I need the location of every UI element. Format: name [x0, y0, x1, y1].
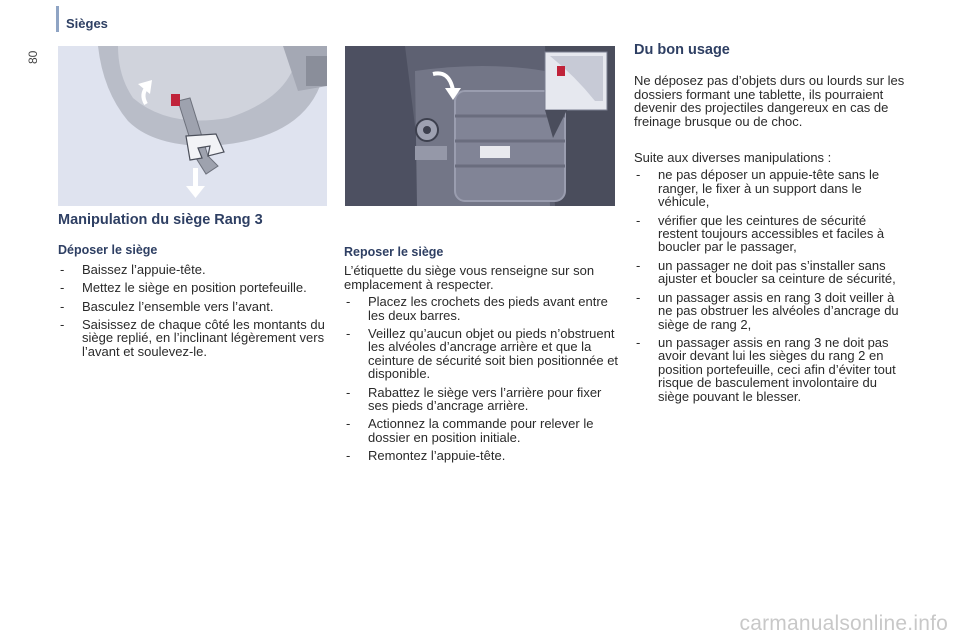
right-column [634, 44, 906, 408]
list-item: - ne pas déposer un appuie-tête sans le ranger, le fixer à un support dans le véhicule, [634, 168, 906, 208]
list-item: - vérifier que les ceintures de sécurité restent toujours accessibles et faciles à boucler par le passager, [634, 214, 906, 254]
list-item: - Mettez le siège en position portefeuille. [58, 281, 333, 294]
remove-seat-subheading: Déposer le siège [58, 243, 158, 258]
list-item: - Baissez l’appuie-tête. [58, 263, 333, 276]
header-accent-bar [56, 6, 59, 32]
good-usage-list [634, 168, 906, 403]
list-item: - Placez les crochets des pieds avant entre les deux barres. [344, 295, 620, 322]
seat-removal-drawing [58, 46, 327, 206]
page-number: 80 [26, 50, 40, 64]
seat-installation-illustration [345, 46, 615, 206]
list-item: - un passager assis en rang 3 ne doit pas avoir devant lui les sièges du rang 2 en position portefeuille, ceci afin d’éviter tout risque de basculement involontaire du siège pouvant le blesser. [634, 336, 906, 403]
refit-seat-subheading: Reposer le siège [344, 245, 444, 259]
list-item: - un passager ne doit pas s’installer sans ajuster et boucler sa ceinture de sécurité, [634, 259, 906, 286]
good-usage-intro: Ne déposez pas d’objets durs ou lourds sur les dossiers formant une tablette, ils pourraient devenir des projectiles dangereux en cas de freinage brusque ou de choc. [634, 73, 905, 129]
good-usage-lead: Suite aux diverses manipulations : [634, 150, 832, 166]
seat-installation-drawing [345, 46, 615, 206]
middle-column [344, 246, 620, 468]
list-item: - Rabattez le siège vers l’arrière pour fixer ses pieds d’ancrage arrière. [344, 386, 620, 413]
seat-handling-heading: Manipulation du siège Rang 3 [58, 212, 263, 228]
left-column [58, 214, 333, 363]
refit-seat-intro: L’étiquette du siège vous renseigne sur son emplacement à respecter. [344, 263, 595, 292]
watermark: carmanualsonline.info [739, 612, 948, 635]
remove-seat-steps [58, 263, 333, 358]
good-usage-heading: Du bon usage [634, 42, 730, 58]
list-item: - Veillez qu’aucun objet ou pieds n’obstruent les alvéoles d’ancrage arrière et que la ceinture de sécurité soit bien positionnée et disponible. [344, 327, 620, 381]
list-item: - Actionnez la commande pour relever le dossier en position initiale. [344, 417, 620, 444]
list-item: - Remontez l’appuie-tête. [344, 449, 620, 462]
list-item: - un passager assis en rang 3 doit veiller à ne pas obstruer les alvéoles d’ancrage du siège de rang 2, [634, 291, 906, 331]
section-title: Sièges [66, 16, 108, 31]
list-item: - Saisissez de chaque côté les montants du siège replié, en l’inclinant légèrement vers l’avant et soulevez-le. [58, 318, 333, 358]
refit-seat-steps [344, 295, 620, 462]
list-item: - Basculez l’ensemble vers l’avant. [58, 300, 333, 313]
seat-removal-illustration [58, 46, 327, 206]
